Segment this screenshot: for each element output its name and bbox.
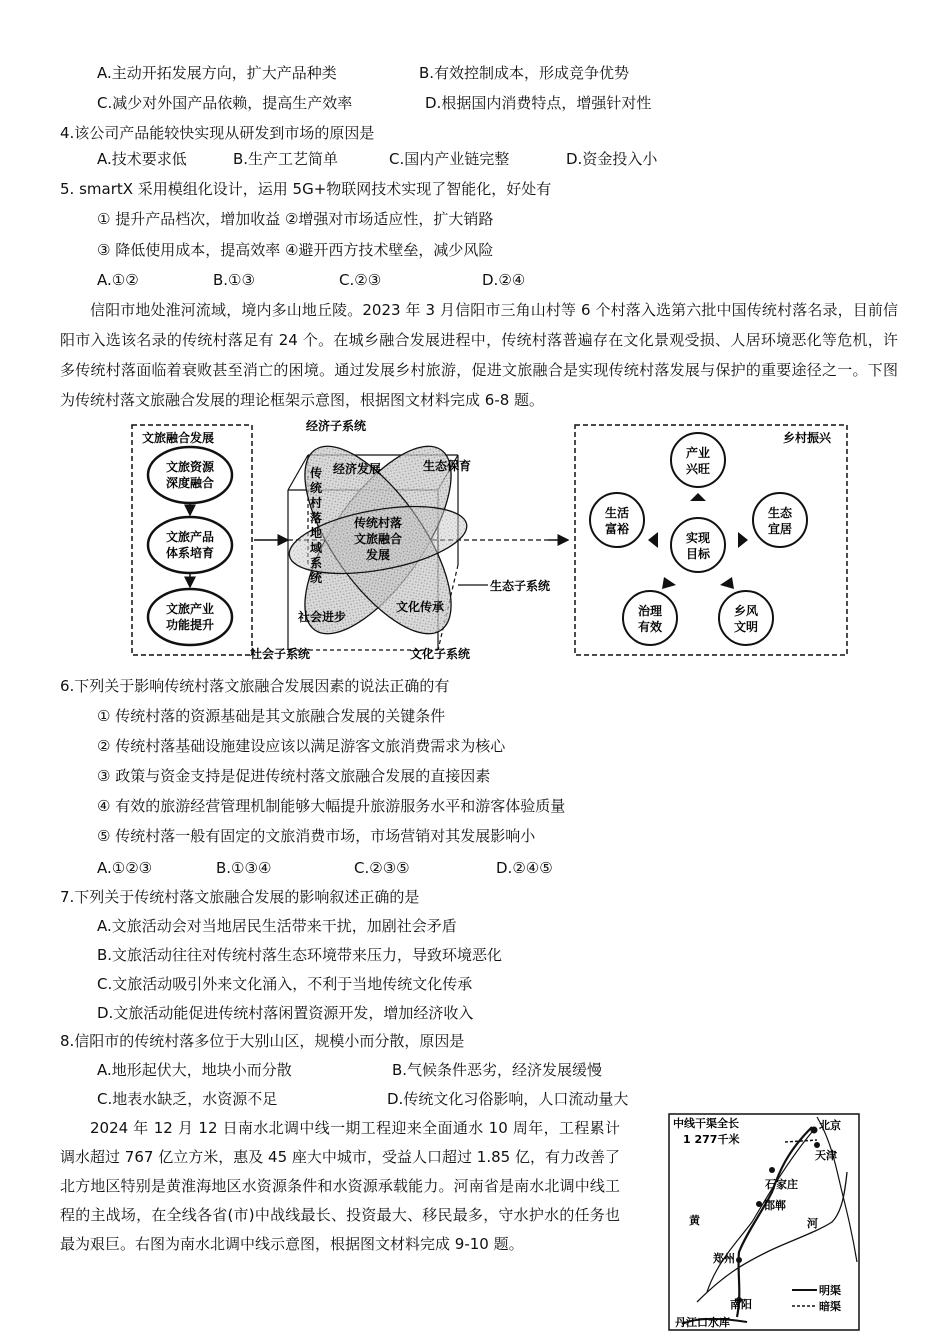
goal-ecology-line1: 生态 (767, 506, 793, 520)
left-frame-title: 文旅融合发展 (142, 431, 215, 445)
goal-center-line2: 目标 (685, 547, 711, 561)
label-center-line2: 文旅融合 (353, 532, 403, 546)
goal-civility-line2: 文明 (733, 620, 759, 634)
label-center-line3: 发展 (365, 548, 391, 562)
q5-statement-1: ① 提升产品档次，增加收益 ②增强对市场适应性，扩大销路 (97, 210, 494, 228)
label-social-progress: 社会进步 (298, 610, 347, 624)
q6-stem: 6.下列关于影响传统村落文旅融合发展因素的说法正确的有 (60, 677, 450, 695)
goal-governance (623, 591, 677, 645)
q8-option-d: D.传统文化习俗影响，人口流动量大 (387, 1090, 629, 1108)
q6-statement-4: ④ 有效的旅游经营管理机制能够大幅提升旅游服务水平和游客体验质量 (97, 797, 566, 815)
goal-governance-line1: 治理 (637, 604, 663, 618)
q3-option-c: C.减少对外国产品依赖，提高生产效率 (97, 94, 353, 112)
map-label-he: 河 (807, 1217, 818, 1230)
goal-ecology (753, 493, 807, 547)
map-canal-length-label: 中线干渠全长 (673, 1117, 739, 1130)
goal-center-line1: 实现 (685, 531, 711, 545)
node-resource-fusion-line1: 文旅资源 (165, 460, 215, 474)
q5-option-d: D.②④ (482, 271, 526, 289)
label-village-regional-system: 传统村落地域系统 (310, 466, 323, 585)
node-resource-fusion-line2: 深度融合 (165, 476, 215, 490)
map-canal-length-value: 1 277千米 (683, 1133, 740, 1146)
q5-option-b: B.①③ (213, 271, 255, 289)
q7-option-d: D.文旅活动能促进传统村落闲置资源开发，增加经济收入 (97, 1004, 474, 1022)
q4-option-c: C.国内产业链完整 (389, 150, 510, 168)
beijing-dot (811, 1127, 818, 1134)
label-center-line1: 传统村落 (353, 516, 403, 530)
label-economic-subsystem: 经济子系统 (306, 419, 367, 433)
tianjin-dot (814, 1142, 820, 1148)
q4-option-a: A.技术要求低 (97, 150, 187, 168)
map-label-nanyang: 南阳 (730, 1298, 752, 1311)
goal-prosperity (590, 493, 644, 547)
goal-governance-line2: 有效 (637, 620, 663, 634)
q5-stem: 5. smartX 采用模组化设计，运用 5G+物联网技术实现了智能化，好处有 (60, 180, 552, 198)
node-product-system (148, 517, 232, 573)
q7-option-c: C.文旅活动吸引外来文化涌入，不利于当地传统文化传承 (97, 975, 473, 993)
goal-ecology-line2: 宜居 (767, 522, 793, 536)
cultural-tourism-framework-diagram (128, 415, 858, 665)
node-resource-fusion (148, 447, 232, 503)
q5-statement-2: ③ 降低使用成本，提高效率 ④避开西方技术壁垒，减少风险 (97, 241, 494, 259)
q5-option-c: C.②③ (339, 271, 382, 289)
goal-prosperity-line2: 富裕 (604, 522, 630, 536)
q6-option-d: D.②④⑤ (496, 859, 553, 877)
q3-option-b: B.有效控制成本，形成竞争优势 (419, 64, 630, 82)
label-ecological-conservation: 生态保育 (423, 459, 472, 473)
label-cultural-subsystem: 文化子系统 (410, 647, 471, 661)
map-label-beijing: 北京 (819, 1119, 841, 1132)
q3-option-a: A.主动开拓发展方向，扩大产品种类 (97, 64, 337, 82)
map-label-handan: 邯郸 (764, 1199, 786, 1212)
zhengzhou-dot (736, 1257, 742, 1263)
node-product-system-line2: 体系培育 (165, 546, 215, 560)
q6-option-a: A.①②③ (97, 859, 153, 877)
legend-open-label: 明渠 (819, 1284, 841, 1297)
label-ecological-subsystem: 生态子系统 (490, 579, 551, 593)
goal-civility (719, 591, 773, 645)
legend-closed-label: 暗渠 (819, 1300, 841, 1313)
goal-prosperity-line1: 生活 (604, 506, 630, 520)
q7-option-a: A.文旅活动会对当地居民生活带来干扰，加剧社会矛盾 (97, 917, 457, 935)
q6-statement-1: ① 传统村落的资源基础是其文旅融合发展的关键条件 (97, 707, 446, 725)
goal-center (671, 518, 725, 572)
node-product-system-line1: 文旅产品 (165, 530, 215, 544)
water-diversion-map (667, 1112, 861, 1332)
q7-stem: 7.下列关于传统村落文旅融合发展的影响叙述正确的是 (60, 888, 420, 906)
q6-option-b: B.①③④ (216, 859, 272, 877)
q8-stem: 8.信阳市的传统村落多位于大别山区，规模小而分散，原因是 (60, 1032, 465, 1050)
q5-option-a: A.①② (97, 271, 139, 289)
goal-industry (671, 433, 725, 487)
q3-option-d: D.根据国内消费特点，增强针对性 (425, 94, 652, 112)
map-label-danjiangkou: 丹江口水库 (675, 1316, 730, 1329)
passage-south-north-water: 2024 年 12 月 12 日南水北调中线一期工程迎来全面通水 10 周年，工程累计调水超过 767 亿立方米，惠及 45 座大中城市，受益人口超过 1.85 亿，有力改善了北方地区特别是黄淮海地区水资源条件和水资源承载能力。河南省是南水北调中线工程的主战场，在全线各省(市)中战线最长、投资最大、移民最多，守水护水的任务也最为艰巨。右图为南水北调中线示意图，根据图文材料完成 9-10 题。 (60, 1119, 620, 1253)
q4-option-b: B.生产工艺简单 (233, 150, 339, 168)
goal-civility-line1: 乡风 (733, 604, 759, 618)
q6-statement-5: ⑤ 传统村落一般有固定的文旅消费市场，市场营销对其发展影响小 (97, 827, 536, 845)
label-social-subsystem: 社会子系统 (250, 647, 311, 661)
map-label-huang: 黄 (689, 1214, 700, 1227)
passage-xinyang: 信阳市地处淮河流域，境内多山地丘陵。2023 年 3 月信阳市三角山村等 6 个村落入选第六批中国传统村落名录，目前信阳市入选该名录的传统村落足有 24 个。在城乡融合发展进程中，传统村落普遍存在文化景观受损、人居环境恶化等危机，许多传统村落面临着衰败甚至消亡的困境。通过发展乡村旅游，促进文旅融合是实现传统村落发展与保护的重要途径之一。下图为传统村落文旅融合发展的理论框架示意图，根据图文材料完成 6-8 题。 (60, 301, 898, 409)
right-frame-title: 乡村振兴 (783, 431, 832, 445)
goal-industry-line1: 产业 (685, 446, 711, 460)
handan-dot (756, 1201, 762, 1207)
q4-option-d: D.资金投入小 (566, 150, 658, 168)
q4-stem: 4.该公司产品能较快实现从研发到市场的原因是 (60, 124, 375, 142)
map-label-shijiazhuang: 石家庄 (765, 1178, 798, 1191)
q7-option-b: B.文旅活动往往对传统村落生态环境带来压力，导致环境恶化 (97, 946, 503, 964)
q8-option-c: C.地表水缺乏，水资源不足 (97, 1090, 278, 1108)
q8-option-a: A.地形起伏大，地块小而分散 (97, 1061, 292, 1079)
shijiazhuang-dot (769, 1167, 775, 1173)
q6-option-c: C.②③⑤ (354, 859, 410, 877)
label-economic-development: 经济发展 (333, 462, 382, 476)
label-cultural-inheritance: 文化传承 (396, 600, 445, 614)
q8-option-b: B.气候条件恶劣，经济发展缓慢 (392, 1061, 603, 1079)
q6-statement-3: ③ 政策与资金支持是促进传统村落文旅融合发展的直接因素 (97, 767, 491, 785)
goal-industry-line2: 兴旺 (685, 462, 711, 476)
node-industry-upgrade (148, 589, 232, 645)
map-label-tianjin: 天津 (815, 1149, 837, 1162)
node-industry-upgrade-line1: 文旅产业 (165, 602, 215, 616)
node-industry-upgrade-line2: 功能提升 (165, 618, 215, 632)
map-label-zhengzhou: 郑州 (713, 1252, 735, 1265)
q6-statement-2: ② 传统村落基础设施建设应该以满足游客文旅消费需求为核心 (97, 737, 506, 755)
